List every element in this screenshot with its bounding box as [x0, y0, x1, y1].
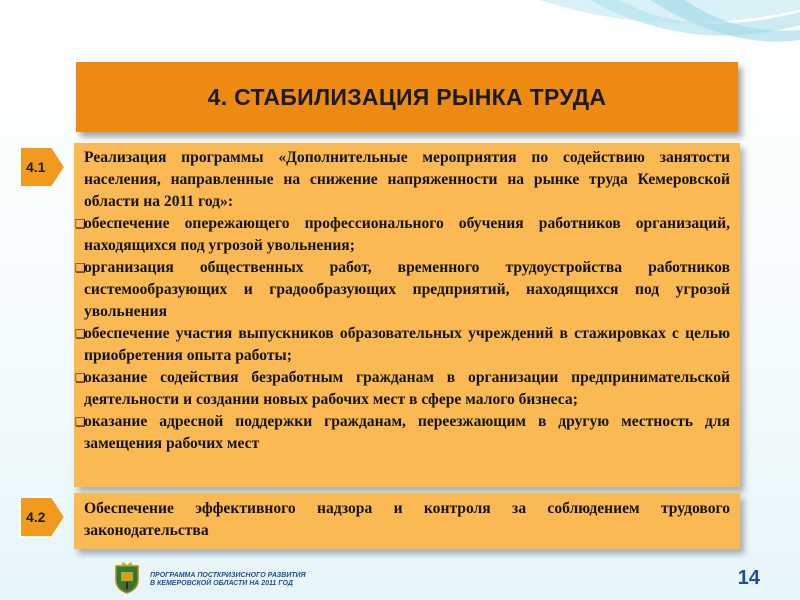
list-item: ❑ обеспечение опережающего профессионального обучения работников организаций, находящихся под угрозой увольнения; [75, 215, 730, 254]
page-number: 14 [737, 567, 760, 589]
title-banner [76, 62, 738, 132]
list-item: ❑ оказание адресной поддержки гражданам, переезжающим в другую местность для замещения рабочих мест [75, 413, 730, 452]
section-badge-4-2 [18, 494, 68, 540]
coat-of-arms-icon [110, 562, 144, 594]
section-badge-4-1 [18, 144, 68, 190]
bullet-icon: ❑ [75, 327, 86, 341]
bullet-icon: ❑ [75, 415, 86, 429]
bullet-icon: ❑ [75, 217, 86, 231]
list-item: ❑ оказание содействия безработным гражданам в организации предпринимательской деятельности и создании новых рабочих мест в сфере малого бизнеса; [75, 369, 730, 408]
list-item: ❑ обеспечение участия выпускников образовательных учреждений в стажировках с целью приобретения опыта работы; [75, 325, 730, 364]
section-4-2-text: Обеспечение эффективного надзора и контроля за соблюдением трудового законодательства [84, 500, 730, 539]
bullet-icon: ❑ [75, 371, 86, 385]
section-4-1-box [74, 143, 740, 487]
list-item: ❑ организация общественных работ, временного трудоустройства работников системообразующих и градообразующих предприятий, находящихся под угрозой увольнения [75, 259, 730, 320]
footer-program-title: ПРОГРАММА ПОСТКРИЗИСНОГО РАЗВИТИЯ В КЕМЕРОВСКОЙ ОБЛАСТИ НА 2011 ГОД [150, 572, 306, 587]
section-4-1-intro: Реализация программы «Дополнительные мероприятия по содействию занятости населения, направленные на снижение напряженности на рынке труда Кемеровской области на 2011 год»: [84, 149, 730, 210]
page-title: 4. СТАБИЛИЗАЦИЯ РЫНКА ТРУДА [207, 83, 607, 110]
badge-label: 4.1 [26, 159, 46, 175]
badge-label: 4.2 [26, 509, 46, 525]
bullet-icon: ❑ [75, 261, 86, 275]
section-4-2-box [74, 493, 740, 549]
